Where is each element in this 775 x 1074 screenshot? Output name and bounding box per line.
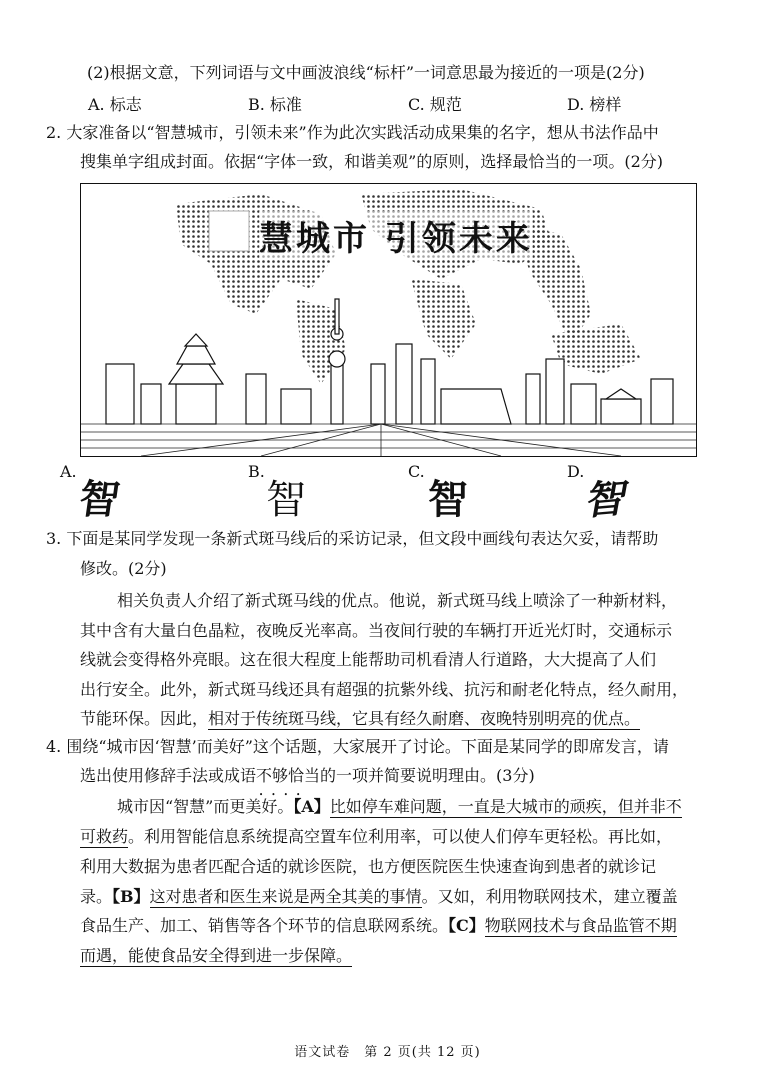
q4-para-line4-c: 。又如，利用物联网技术，建立覆盖 xyxy=(421,887,678,906)
q4-para-line6 xyxy=(80,945,352,967)
q4-stem-line1: 4. 围绕“城市因‘智慧’而美好”这个话题，大家展开了讨论。下面是某同学的即席发言，请 xyxy=(46,737,669,756)
q3-para-line5 xyxy=(80,708,640,730)
cover-banner-image xyxy=(80,183,697,457)
q3-stem-line1: 3. 下面是某同学发现一条新式斑马线后的采访记录，但文段中画线句表达欠妥，请帮助 xyxy=(46,529,659,548)
q2-option-c-label: C. xyxy=(408,462,425,481)
q4-para-line5-a: 食品生产、加工、销售等各个环节的信息联网系统。 xyxy=(80,916,449,935)
q2-option-c-glyph: 智 xyxy=(428,477,468,523)
q4-sentence-b: 这对患者和医生来说是两全其美的事情 xyxy=(149,887,422,906)
q4-sentence-a-part1: 比如停车难问题，一直是大城市的顽疾，但并非不 xyxy=(329,797,682,816)
q4-sentence-c-part1: 物联网技术与食品监管不期 xyxy=(484,916,677,935)
q4-para-line4-a: 录。 xyxy=(80,887,113,906)
q1-2-option-b: B. 标准 xyxy=(248,95,302,114)
q4-para-line2 xyxy=(80,826,672,848)
page-footer: 语文试卷 第 2 页(共 12 页) xyxy=(294,1045,481,1060)
q3-para-line1: 相关负责人介绍了新式斑马线的优点。他说，新式斑马线上喷涂了一种新材料， xyxy=(117,591,678,610)
q4-emphasis-not-appropriate: 不够恰当 • • • • xyxy=(256,766,320,785)
q2-option-a-label: A. xyxy=(60,462,77,481)
q1-2-option-c: C. 规范 xyxy=(408,95,462,114)
q4-stem-line2 xyxy=(80,765,535,787)
q2-option-a-glyph: 智 xyxy=(76,476,123,523)
q4-sentence-a-part2: 可救药 xyxy=(80,827,129,846)
q4-para-line1-a: 城市因“智慧”而更美好。 xyxy=(117,797,294,816)
q4-para-line2-b: 。利用智能信息系统提高空置车位利用率，可以使人们停车更轻松。再比如， xyxy=(128,827,673,846)
q3-para-line5-text: 节能环保。因此， xyxy=(80,709,209,728)
q4-stem-line2-c: 的一项并简要说明理由。(3分) xyxy=(320,766,535,785)
q4-stem-line2-a: 选出使用修辞手法或成语 xyxy=(80,766,257,785)
q3-para-line3: 线就会变得格外亮眼。这在很大程度上能帮助司机看清人行道路，大大提高了人们 xyxy=(80,650,657,669)
q3-underlined-sentence: 相对于传统斑马线，它具有经久耐磨、夜晚特别明亮的优点。 xyxy=(208,709,641,728)
q4-para-line3: 利用大数据为患者匹配合适的就诊医院，也方便医院医生快速查询到患者的就诊记 xyxy=(80,857,657,876)
q4-tag-b: 【B】 xyxy=(112,887,150,906)
q2-option-d-glyph: 智 xyxy=(582,474,633,525)
q4-para-line1 xyxy=(117,796,682,818)
q2-option-b-label: B. xyxy=(248,462,265,481)
q4-para-line4 xyxy=(80,886,678,908)
q2-stem-line2: 搜集单字组成封面。依据“字体一致，和谐美观”的原则，选择最恰当的一项。(2分) xyxy=(80,152,664,171)
q2-option-d-label: D. xyxy=(567,462,585,481)
banner-title: 慧城市 引领未来 xyxy=(259,211,533,260)
q1-2-option-a: A. 标志 xyxy=(88,95,142,114)
q4-tag-a: 【A】 xyxy=(293,797,330,816)
q3-para-line4: 出行安全。此外，新式斑马线还具有超强的抗紫外线、抗污和耐老化特点，经久耐用， xyxy=(80,680,689,699)
q4-para-line5 xyxy=(80,915,677,937)
q1-2-stem: (2)根据文意，下列词语与文中画波浪线“标杆”一词意思最为接近的一项是(2分) xyxy=(87,63,645,82)
q3-para-line2: 其中含有大量白色晶粒，夜晚反光率高。当夜间行驶的车辆打开近光灯时，交通标示 xyxy=(80,621,673,640)
q4-tag-c: 【C】 xyxy=(448,916,485,935)
q3-stem-line2: 修改。(2分) xyxy=(80,559,167,578)
q2-stem-line1: 2. 大家准备以“智慧城市，引领未来”作为此次实践活动成果集的名字，想从书法作品中 xyxy=(46,123,659,142)
q2-option-b-glyph: 智 xyxy=(266,477,306,523)
q4-sentence-c-part2: 而遇，能使食品安全得到进一步保障。 xyxy=(80,946,353,965)
q1-2-option-d: D. 榜样 xyxy=(567,95,622,114)
